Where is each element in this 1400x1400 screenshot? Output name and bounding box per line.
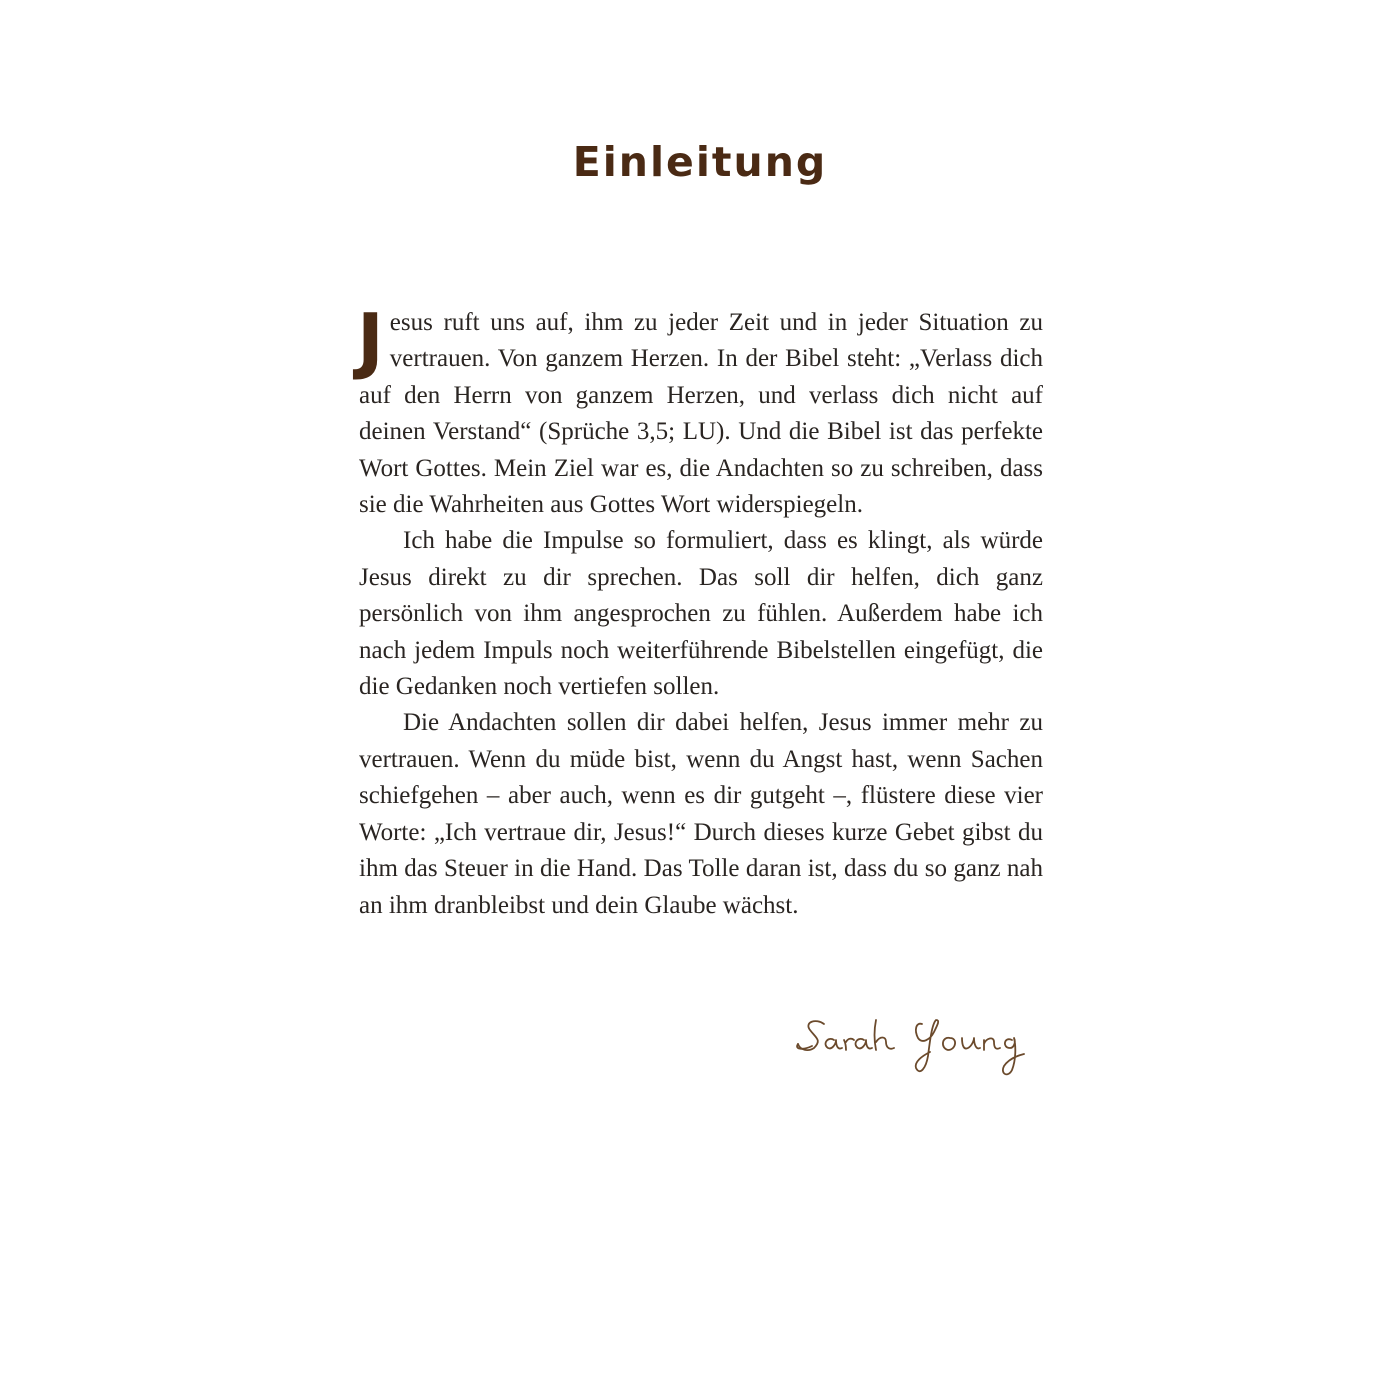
paragraph-3: Die Andachten sollen dir dabei helfen, Jesus immer mehr zu vertrauen. Wenn du müde bist, wenn du Angst hast, wenn Sachen schiefgehen – aber auch, wenn es dir gutgeht –, flüstere diese vier Worte: „Ich vertraue dir, Jesus!“ Durch dieses kurze Gebet gibst du ihm das Steuer in die Hand. Das Tolle daran ist, dass du so ganz nah an ihm dranbleibst und dein Glaube wächst. xyxy=(359,709,1043,919)
body-text xyxy=(357,298,1043,924)
page-title: Einleitung xyxy=(572,138,828,186)
paragraph-1-text: esus ruft uns auf, ihm zu jeder Zeit und in jeder Situation zu vertrauen. Von ganzem Herzen. In der Bibel steht: „Verlass dich auf den Herrn von ganzem Herzen, und verlass dich nicht auf deinen Verstand“ (Sprüche 3,5; LU). Und die Bibel ist das perfekte Wort Gottes. Mein Ziel war es, die Andachten so zu schreiben, dass sie die Wahrheiten aus Gottes Wort widerspiegeln. xyxy=(359,309,1043,519)
paragraph-1 xyxy=(357,298,1043,523)
drop-cap: J xyxy=(357,298,384,382)
paragraph-2: Ich habe die Impulse so formuliert, dass es klingt, als würde Jesus direkt zu dir sprechen. Das soll dir helfen, dich ganz persönlich von ihm angesprochen zu fühlen. Außerdem habe ich nach jedem Impuls noch weiterführende Bibelstellen eingefügt, die die Gedanken noch vertiefen sollen. xyxy=(359,527,1043,701)
signature xyxy=(790,1010,1030,1082)
